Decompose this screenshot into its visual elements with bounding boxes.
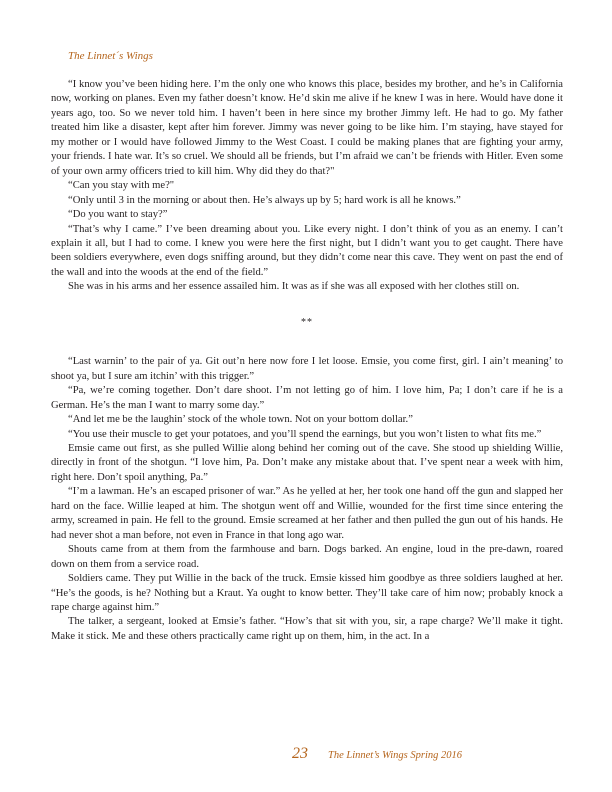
paragraph: “Last warnin’ to the pair of ya. Git out’n here now fore I let loose. Emsie, you come first, girl. I ain’t meaning’ to shoot ya, but I sure am itchin’ with this trigger.”	[51, 356, 563, 382]
paragraph: “I know you’ve been hiding here. I’m the only one who knows this place, besides my brother, and he’s in California now, working on planes. Even my father doesn’t know. He’d skin me alive if he knew I was in here. Would have done it years ago, too. So we never told him. I haven’t been in here since my brother Jimmy left. He had to go. My father treated him like a disaster, kept after him forever. Jimmy was never going to be like him. I’m staying, have stayed for my mother or I would have followed Jimmy to the West Coast. I could be making planes that are fighting your army, your friends. I hate war. It’s so cruel. We should all be friends, but I’m afraid we can’t be friends with Hitler. Even some of your own army officers tried to kill him. Why did they do that?"	[51, 79, 563, 177]
publication-title: The Linnet’s Wings Spring 2016	[328, 750, 462, 761]
story-body	[51, 78, 563, 644]
section-break: **	[301, 316, 313, 328]
paragraph: “You use their muscle to get your potatoes, and you’ll spend the earnings, but you won’t listen to what fits me.”	[68, 428, 542, 440]
paragraph: “Do you want to stay?”	[68, 209, 168, 221]
page-number: 23	[292, 745, 308, 762]
paragraph: “Only until 3 in the morning or about then. He’s always up by 5; hard work is all he knows.”	[68, 194, 461, 206]
paragraph: The talker, a sergeant, looked at Emsie’s father. “How’s that sit with you, sir, a rape charge? We’ll make it tight. Make it stick. Me and these others practically came right up on them, him, in the act. In a	[51, 616, 563, 642]
paragraph: “Can you stay with me?"	[68, 180, 175, 192]
paragraph: “Pa, we’re coming together. Don’t dare shoot. I’m not letting go of him. I love him, Pa; I don’t care if he is a German. He’s the man I want to marry some day.”	[51, 385, 563, 411]
paragraph: “I’m a lawman. He’s an escaped prisoner of war.” As he yelled at her, her took one hand off the gun and slapped her hard on the face. Willie leaped at him. The shotgun went off and Willie, wounded for the first time since entering the army, screamed in pain. He fell to the ground. Emsie screamed at her father and then pulled the gun out of his hands. He had never shot a man before, not even in France in that long ago war.	[51, 486, 563, 541]
paragraph: Shouts came from at them from the farmhouse and barn. Dogs barked. An engine, loud in the pre-dawn, roared down on them from a service road.	[51, 544, 563, 570]
paragraph: She was in his arms and her essence assailed him. It was as if she was all exposed with her clothes still on.	[68, 281, 520, 293]
paragraph: “And let me be the laughin’ stock of the whole town. Not on your bottom dollar.”	[68, 414, 413, 426]
paragraph: Soldiers came. They put Willie in the back of the truck. Emsie kissed him goodbye as three soldiers laughed at her. “He’s the goods, is he? Nothing but a Kraut. Ya ought to know better. They’ll take care of him now; probably knock a rape charge against him.”	[51, 573, 563, 613]
paragraph: Emsie came out first, as she pulled Willie along behind her coming out of the cave. She stood up shielding Willie, directly in front of the shotgun. “I love him, Pa. Don’t make any mistake about that. I’ve spent near a week with him, right here. Don’t spoil anything, Pa.”	[51, 442, 563, 483]
paragraph: “That’s why I came.” I’ve been dreaming about you. Like every night. I don’t think of you as an enemy. I can’t explain it all, but I had to come. I knew you were here the first night, but I didn’t want you to get caught. There have been soldiers everywhere, even dogs sniffing around, but they didn’t come near this cave. They went on past the end of the wall and into the woods at the end of the field.”	[51, 223, 563, 278]
running-head: The Linnet´s Wings	[68, 50, 153, 62]
